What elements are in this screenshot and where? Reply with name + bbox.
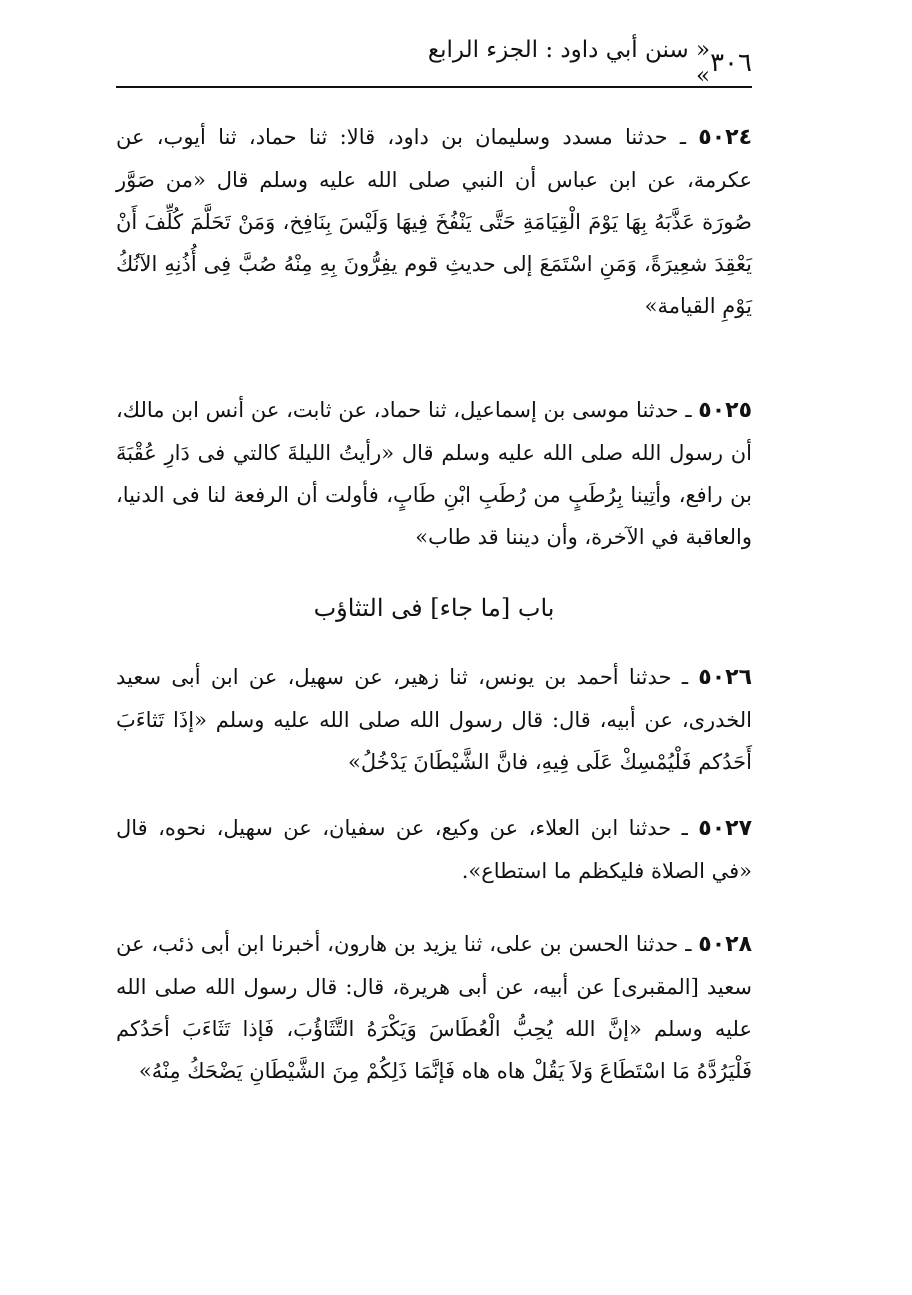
- hadith-text: ـ حدثنا ابن العلاء، عن وكيع، عن سفيان، عن سهيل، نحوه، قال «في الصلاة فليكظم ما استطاع».: [116, 816, 752, 883]
- hadith-number: ٥٠٢٦: [698, 665, 752, 690]
- hadith-number: ٥٠٢٥: [698, 398, 752, 423]
- hadith-5028: [116, 923, 752, 1092]
- hadith-number: ٥٠٢٧: [698, 816, 752, 841]
- header-rule: [116, 86, 752, 88]
- hadith-number: ٥٠٢٨: [698, 932, 752, 957]
- hadith-text: ـ حدثنا الحسن بن على، ثنا يزيد بن هارون، أخبرنا ابن أبى ذئب، عن سعيد [المقبرى] عن أبيه، عن أبى هريرة، قال: قال رسول الله صلى الله عليه وسلم «إنَّ الله يُحِبُّ الْعُطَاسَ وَيَكْرَهُ التَّثَاؤُبَ، فَإذا تَثَاءَبَ أحَدُكم فَلْيَرُدَّهُ مَا اسْتَطَاعَ وَلاَ يَقُلْ هاه هاه فَإنَّمَا ذَلِكُمْ مِنَ الشَّيْطَانِ يَضْحَكُ مِنْهُ»: [116, 932, 752, 1083]
- hadith-text: ـ حدثنا أحمد بن يونس، ثنا زهير، عن سهيل، عن ابن أبى سعيد الخدرى، عن أبيه، قال: قال رسول الله صلى الله عليه وسلم «إذَا تَثاءَبَ أَحَدُكم فَلْيُمْسِكْ عَلَى فِيهِ، فانَّ الشَّيْطَانَ يَدْخُلُ»: [116, 665, 752, 774]
- hadith-text: ـ حدثنا موسى بن إسماعيل، ثنا حماد، عن ثابت، عن أنس ابن مالك، أن رسول الله صلى الله عليه وسلم قال «رأيتُ الليلةَ كالتي فى دَارِ عُقْبَةَ بن رافع، وأتِينا بِرُطَبٍ من رُطَبِ ابْنِ طَابٍ، فأولت أن الرفعة لنا فى الدنيا، والعاقبة في الآخرة، وأن ديننا قد طاب»: [116, 398, 752, 549]
- hadith-5027: [116, 807, 752, 892]
- hadith-5024: [116, 116, 752, 327]
- running-title: « سنن أبي داود : الجزء الرابع »: [427, 37, 711, 89]
- hadith-5026: [116, 656, 752, 783]
- page-number: ٣٠٦: [710, 48, 752, 78]
- hadith-number: ٥٠٢٤: [698, 125, 753, 150]
- chapter-heading: باب [ما جاء] فى التثاؤب: [313, 594, 555, 622]
- hadith-text: ـ حدثنا مسدد وسليمان بن داود، قالا: ثنا حماد، ثنا أيوب، عن عكرمة، عن ابن عباس أن النبي صلى الله عليه وسلم قال «من صَوَّر صُورَة عَذَّبَهُ بِهَا يَوْمَ الْقِيَامَةِ حَتَّى يَنْفُخَ فِيهَا وَلَيْسَ بِنَافِخ، وَمَنْ تَحَلَّمَ كُلِّفَ أَنْ يَعْقِدَ شعِيرَةً، وَمَنِ اسْتَمَعَ إلى حديثِ قوم يفِرُّونَ بِهِ مِنْهُ صُبَّ فِى أُذُنِهِ الآنُكُ يَوْمِ القيامة»: [116, 125, 752, 318]
- hadith-5025: [116, 389, 752, 558]
- page-header: [116, 37, 752, 89]
